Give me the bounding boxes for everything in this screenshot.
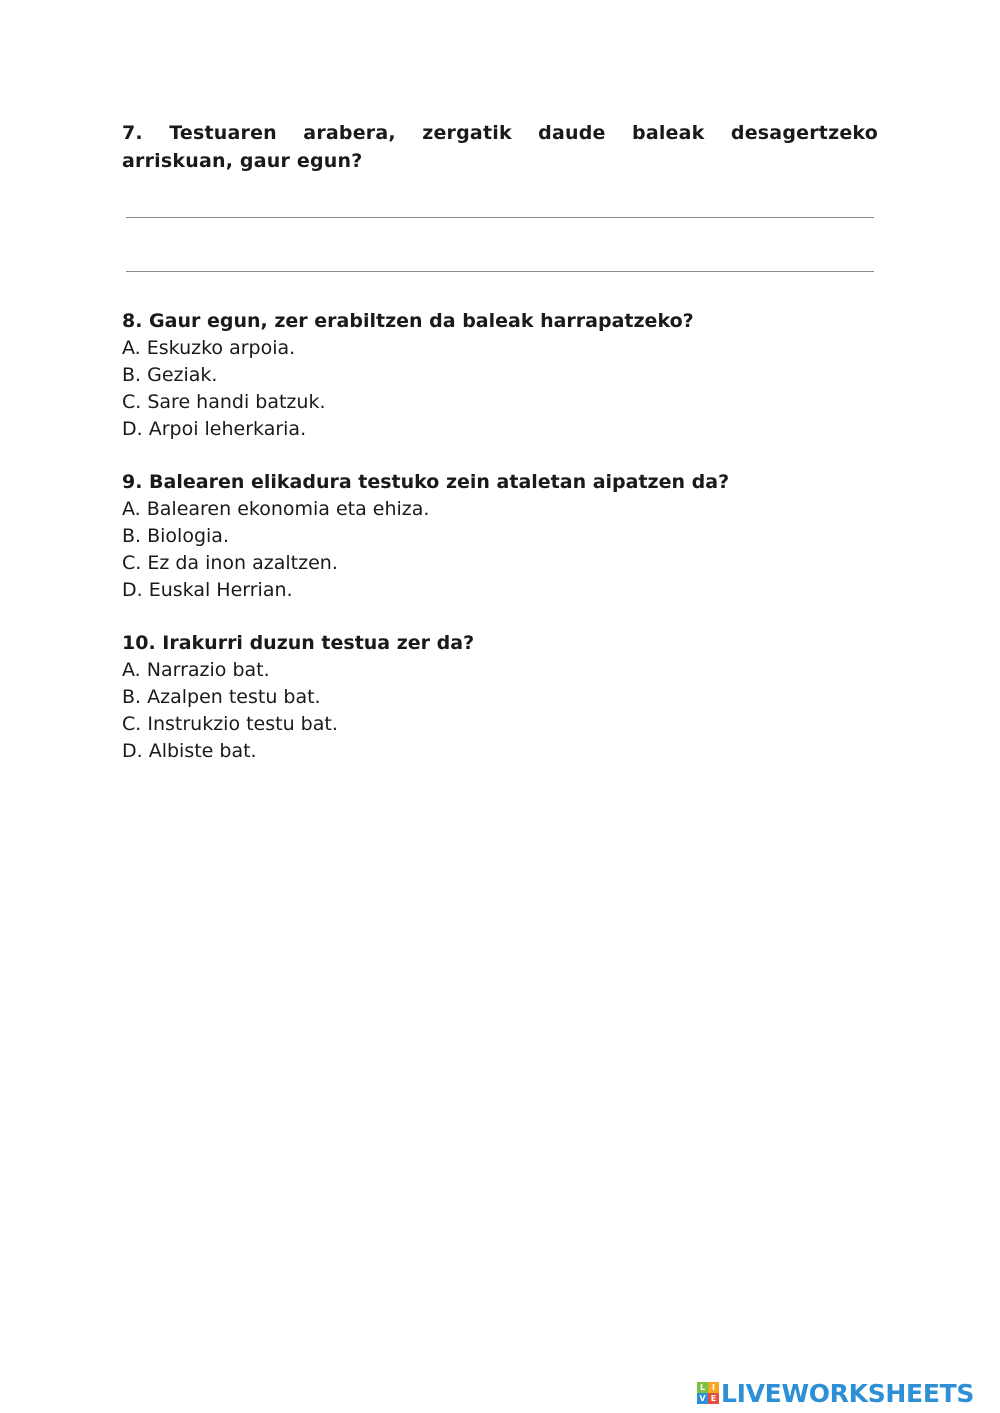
question-8-option-a[interactable]: A. Eskuzko arpoia. <box>122 337 296 359</box>
question-10-option-b[interactable]: B. Azalpen testu bat. <box>122 686 321 708</box>
liveworksheets-logo-icon <box>697 1382 719 1404</box>
question-8 <box>122 308 882 443</box>
question-9-title: 9. Balearen elikadura testuko zein ataletan aipatzen da? <box>122 471 730 493</box>
question-10-option-c[interactable]: C. Instrukzio testu bat. <box>122 713 338 735</box>
logo-letter-l: L <box>697 1382 708 1393</box>
question-9-option-c[interactable]: C. Ez da inon azaltzen. <box>122 552 338 574</box>
question-8-option-b[interactable]: B. Geziak. <box>122 364 218 386</box>
question-10-option-a[interactable]: A. Narrazio bat. <box>122 659 270 681</box>
liveworksheets-logo <box>697 1378 974 1408</box>
logo-letter-e: E <box>708 1393 719 1404</box>
answer-line-2[interactable] <box>126 271 874 272</box>
question-7-text: 7. Testuaren arabera, zergatik daude baleak desagertzeko arriskuan, gaur egun? <box>122 122 878 172</box>
liveworksheets-brand-text: LIVEWORKSHEETS <box>721 1378 975 1408</box>
question-8-title: 8. Gaur egun, zer erabiltzen da baleak harrapatzeko? <box>122 310 694 332</box>
question-10-title: 10. Irakurri duzun testua zer da? <box>122 632 475 654</box>
question-9 <box>122 469 882 604</box>
question-8-option-d[interactable]: D. Arpoi leherkaria. <box>122 418 307 440</box>
question-10-option-d[interactable]: D. Albiste bat. <box>122 740 257 762</box>
question-10 <box>122 630 882 765</box>
logo-letter-i: I <box>708 1382 719 1393</box>
logo-letter-v: V <box>697 1393 708 1404</box>
question-9-option-b[interactable]: B. Biologia. <box>122 525 229 547</box>
question-9-option-d[interactable]: D. Euskal Herrian. <box>122 579 293 601</box>
answer-line-1[interactable] <box>126 217 874 218</box>
question-8-option-c[interactable]: C. Sare handi batzuk. <box>122 391 326 413</box>
question-9-option-a[interactable]: A. Balearen ekonomia eta ehiza. <box>122 498 430 520</box>
